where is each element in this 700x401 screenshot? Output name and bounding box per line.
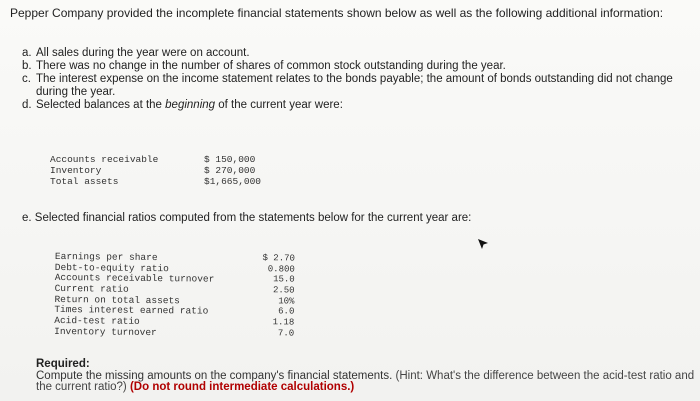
ratio-value: 7.0 [277, 328, 295, 339]
beginning-balances-table [50, 154, 272, 187]
ratio-value: 10% [278, 296, 295, 307]
ratio-label: Debt-to-equity ratio [54, 261, 169, 274]
ratio-label: Current ratio [54, 283, 129, 295]
item-marker: d. [22, 98, 32, 111]
table-row [50, 176, 272, 187]
item-text-start: Selected balances at the [36, 98, 166, 111]
ratio-label: Times interest earned ratio [54, 304, 209, 318]
balance-label: Inventory [50, 165, 102, 176]
list-item-e [22, 211, 471, 225]
required-hint: (Hint: What's the difference between the acid-test ratio and the current ratio?) [36, 369, 695, 393]
item-text: The interest expense on the income statement relates to the bonds payable; the amount of bonds outstanding did not change during the year. [36, 73, 673, 98]
item-text-end: of the current year were: [215, 98, 343, 111]
item-marker: a. [22, 47, 32, 59]
table-row [50, 154, 272, 165]
ratio-value: 15.0 [273, 274, 295, 285]
intro-text: Pepper Company provided the incomplete financial statements shown below as well as the following additional information: [10, 6, 664, 20]
ratio-label: Earnings per share [54, 251, 158, 264]
item-marker: e. [22, 212, 32, 224]
item-text: All sales during the year were on account. [36, 47, 250, 59]
balance-value: $ 270,000 [204, 165, 256, 176]
balance-label: Accounts receivable [50, 154, 159, 165]
additional-info-list [22, 47, 694, 112]
list-item-c [22, 73, 694, 98]
ratio-value: 1.18 [272, 317, 295, 328]
table-row [50, 165, 272, 176]
balance-value: $1,665,000 [204, 176, 262, 187]
item-text-emphasis: beginning [165, 98, 216, 111]
required-title: Required: [36, 358, 90, 370]
ratio-value: 0.800 [267, 263, 295, 275]
item-text: There was no change in the number of shares of common stock outstanding during the year. [36, 60, 506, 72]
required-note: (Do not round intermediate calculations.) [129, 381, 355, 393]
ratio-label: Inventory turnover [54, 325, 157, 338]
financial-ratios-table [54, 251, 295, 339]
item-text [36, 99, 694, 112]
ratio-label: Accounts receivable turnover [54, 272, 215, 286]
ratio-label: Return on total assets [54, 293, 180, 307]
table-row [54, 326, 294, 339]
balance-label: Total assets [50, 176, 119, 187]
list-item-d [22, 99, 694, 112]
item-marker: c. [22, 73, 31, 85]
ratio-value: 6.0 [278, 306, 295, 317]
list-item-b [22, 60, 694, 73]
ratio-label: Acid-test ratio [54, 315, 140, 328]
item-marker: b. [22, 60, 32, 72]
required-section [36, 359, 698, 394]
mouse-cursor-icon [477, 238, 489, 250]
list-item-a [22, 47, 694, 60]
ratio-value: $ 2.70 [262, 253, 295, 264]
item-text: Selected financial ratios computed from the statements below for the current year are: [34, 212, 472, 224]
balance-value: $ 150,000 [204, 154, 256, 165]
ratio-value: 2.50 [272, 285, 295, 296]
required-text: Compute the missing amounts on the company's financial statements. [36, 369, 393, 382]
